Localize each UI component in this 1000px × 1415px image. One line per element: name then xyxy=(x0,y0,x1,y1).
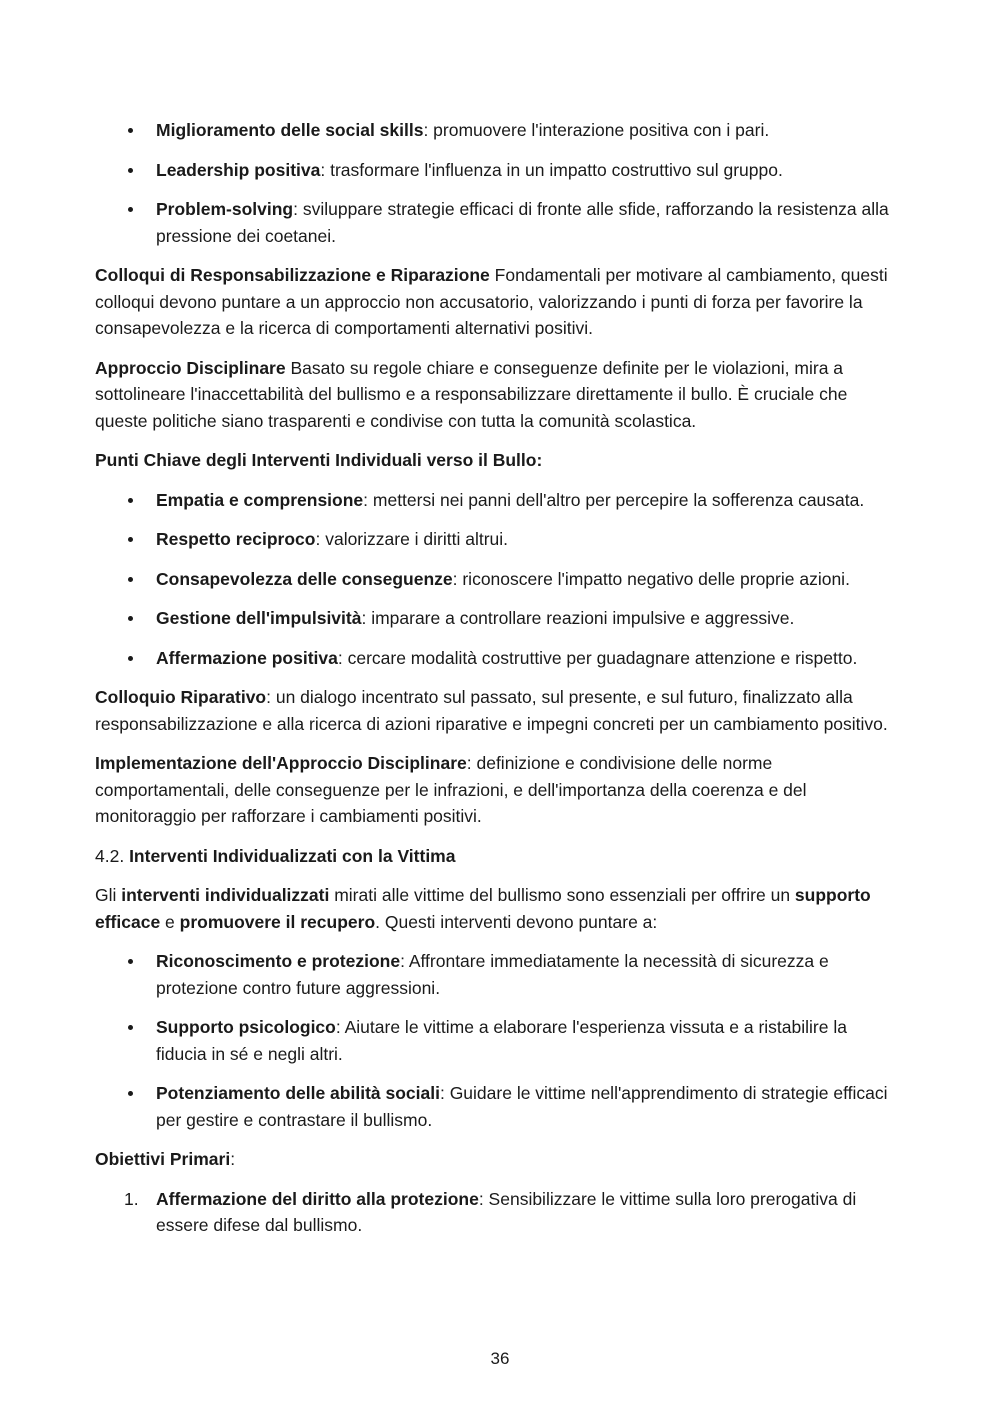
list-item xyxy=(95,605,900,632)
list-item-term: Leadership positiva xyxy=(156,159,321,180)
implementazione-title: Implementazione dell'Approccio Disciplinare xyxy=(95,753,467,773)
list-item-text: : Affrontare immediatamente la necessità di sicurezza e protezione contro future aggressioni. xyxy=(156,951,829,998)
list-item-term: Miglioramento delle social skills xyxy=(156,120,424,140)
obiettivi-list xyxy=(95,1186,900,1239)
implementazione-paragraph xyxy=(95,750,900,830)
list-item xyxy=(95,526,900,553)
colloquio-riparativo-paragraph xyxy=(95,684,900,737)
colloqui-paragraph xyxy=(95,262,900,342)
list-item xyxy=(95,117,900,144)
page-number: 36 xyxy=(490,1349,510,1368)
list-item-term: Affermazione positiva xyxy=(156,647,338,668)
section-heading xyxy=(95,843,900,870)
list-item-text: : trasformare l'influenza in un impatto costruttivo sul gruppo. xyxy=(320,159,783,180)
list-item-text: : Sensibilizzare le vittime sulla loro prerogativa di essere difese dal bullismo. xyxy=(156,1188,857,1235)
approccio-title: Approccio Disciplinare xyxy=(95,357,286,378)
punti-chiave-list xyxy=(95,487,900,672)
list-item-text: : mettersi nei panni dell'altro per percepire la sofferenza causata. xyxy=(363,489,865,510)
list-item xyxy=(95,196,900,249)
obiettivi-heading: Obiettivi Primari: xyxy=(95,1149,236,1169)
section-title: Interventi Individualizzati con la Vittima xyxy=(129,845,456,866)
punti-chiave-heading: Punti Chiave degli Interventi Individuali verso il Bullo: xyxy=(95,450,543,470)
list-item-term: Gestione dell'impulsività xyxy=(156,608,362,628)
approccio-text: Basato su regole chiare e conseguenze definite per le violazioni, mira a sottolineare l'inaccettabilità del bullismo e a responsabilizzare direttamente il bullo. È cruciale che queste politiche siano trasparenti e condivise con tutta la comunità scolastica. xyxy=(95,357,848,431)
list-item-term: Respetto reciproco xyxy=(156,529,316,549)
list-item xyxy=(95,566,900,593)
list-item xyxy=(95,157,900,184)
intro-paragraph: Gli interventi individualizzati mirati alle vittime del bullismo sono essenziali per offrire un supporto efficace e promuovere il recupero. Questi interventi devono puntare a: xyxy=(95,885,871,932)
list-item-text: : promuovere l'interazione positiva con i pari. xyxy=(423,120,770,140)
colloqui-text: Fondamentali per motivare al cambiamento, questi colloqui devono puntare a un approccio non accusatorio, valorizzando i punti di forza per favorire la consapevolezza e la ricerca di comportamenti alternativi positivi. xyxy=(95,265,888,338)
list-item-text: : cercare modalità costruttive per guadagnare attenzione e rispetto. xyxy=(337,647,858,668)
obiettivi-title: Obiettivi Primari xyxy=(95,1149,231,1169)
list-item-text: : riconoscere l'impatto negativo delle proprie azioni. xyxy=(452,568,850,589)
list-item xyxy=(95,487,900,514)
list-item-number: 1. xyxy=(124,1188,139,1209)
list-item-term: Empatia e comprensione xyxy=(156,489,364,510)
list-item-text: : Aiutare le vittime a elaborare l'esperienza vissuta e a ristabilire la fiducia in sé e negli altri. xyxy=(156,1017,847,1064)
colloquio-riparativo-text: : un dialogo incentrato sul passato, sul presente, e sul futuro, finalizzato alla responsabilizzazione e alla ricerca di azioni riparative e impegni concreti per un cambiamento positivo. xyxy=(95,687,888,734)
list-item-term: Affermazione del diritto alla protezione xyxy=(156,1188,479,1209)
list-item-text: : Guidare le vittime nell'apprendimento di strategie efficaci per gestire e contrastare il bullismo. xyxy=(156,1083,888,1130)
approccio-paragraph xyxy=(95,355,900,435)
social-skills-list xyxy=(95,117,900,249)
colloqui-title: Colloqui di Responsabilizzazione e Riparazione xyxy=(95,265,490,285)
section-number: 4.2. xyxy=(95,845,130,866)
list-item xyxy=(95,1014,900,1067)
list-item-text: : sviluppare strategie efficaci di fronte alle sfide, rafforzando la resistenza alla pressione dei coetanei. xyxy=(156,199,889,246)
list-item-text: : imparare a controllare reazioni impulsive e aggressive. xyxy=(361,608,795,628)
list-item-term: Consapevolezza delle conseguenze xyxy=(156,568,453,589)
colloquio-riparativo-title: Colloquio Riparativo xyxy=(95,687,267,707)
list-item xyxy=(95,1186,900,1239)
list-item-term: Problem-solving xyxy=(156,199,294,219)
list-item-text: : valorizzare i diritti altrui. xyxy=(315,529,509,549)
implementazione-text: : definizione e condivisione delle norme comportamentali, delle conseguenze per le infrazioni, e dell'importanza della coerenza e del monitoraggio per rafforzare i cambiamenti positivi. xyxy=(95,753,807,826)
victim-interventions-list xyxy=(95,948,900,1133)
list-item-term: Riconoscimento e protezione xyxy=(156,951,401,971)
list-item-term: Potenziamento delle abilità sociali xyxy=(156,1083,440,1103)
list-item xyxy=(95,948,900,1001)
list-item-term: Supporto psicologico xyxy=(156,1017,336,1037)
list-item xyxy=(95,1080,900,1133)
list-item xyxy=(95,645,900,672)
page-content xyxy=(95,117,900,1252)
